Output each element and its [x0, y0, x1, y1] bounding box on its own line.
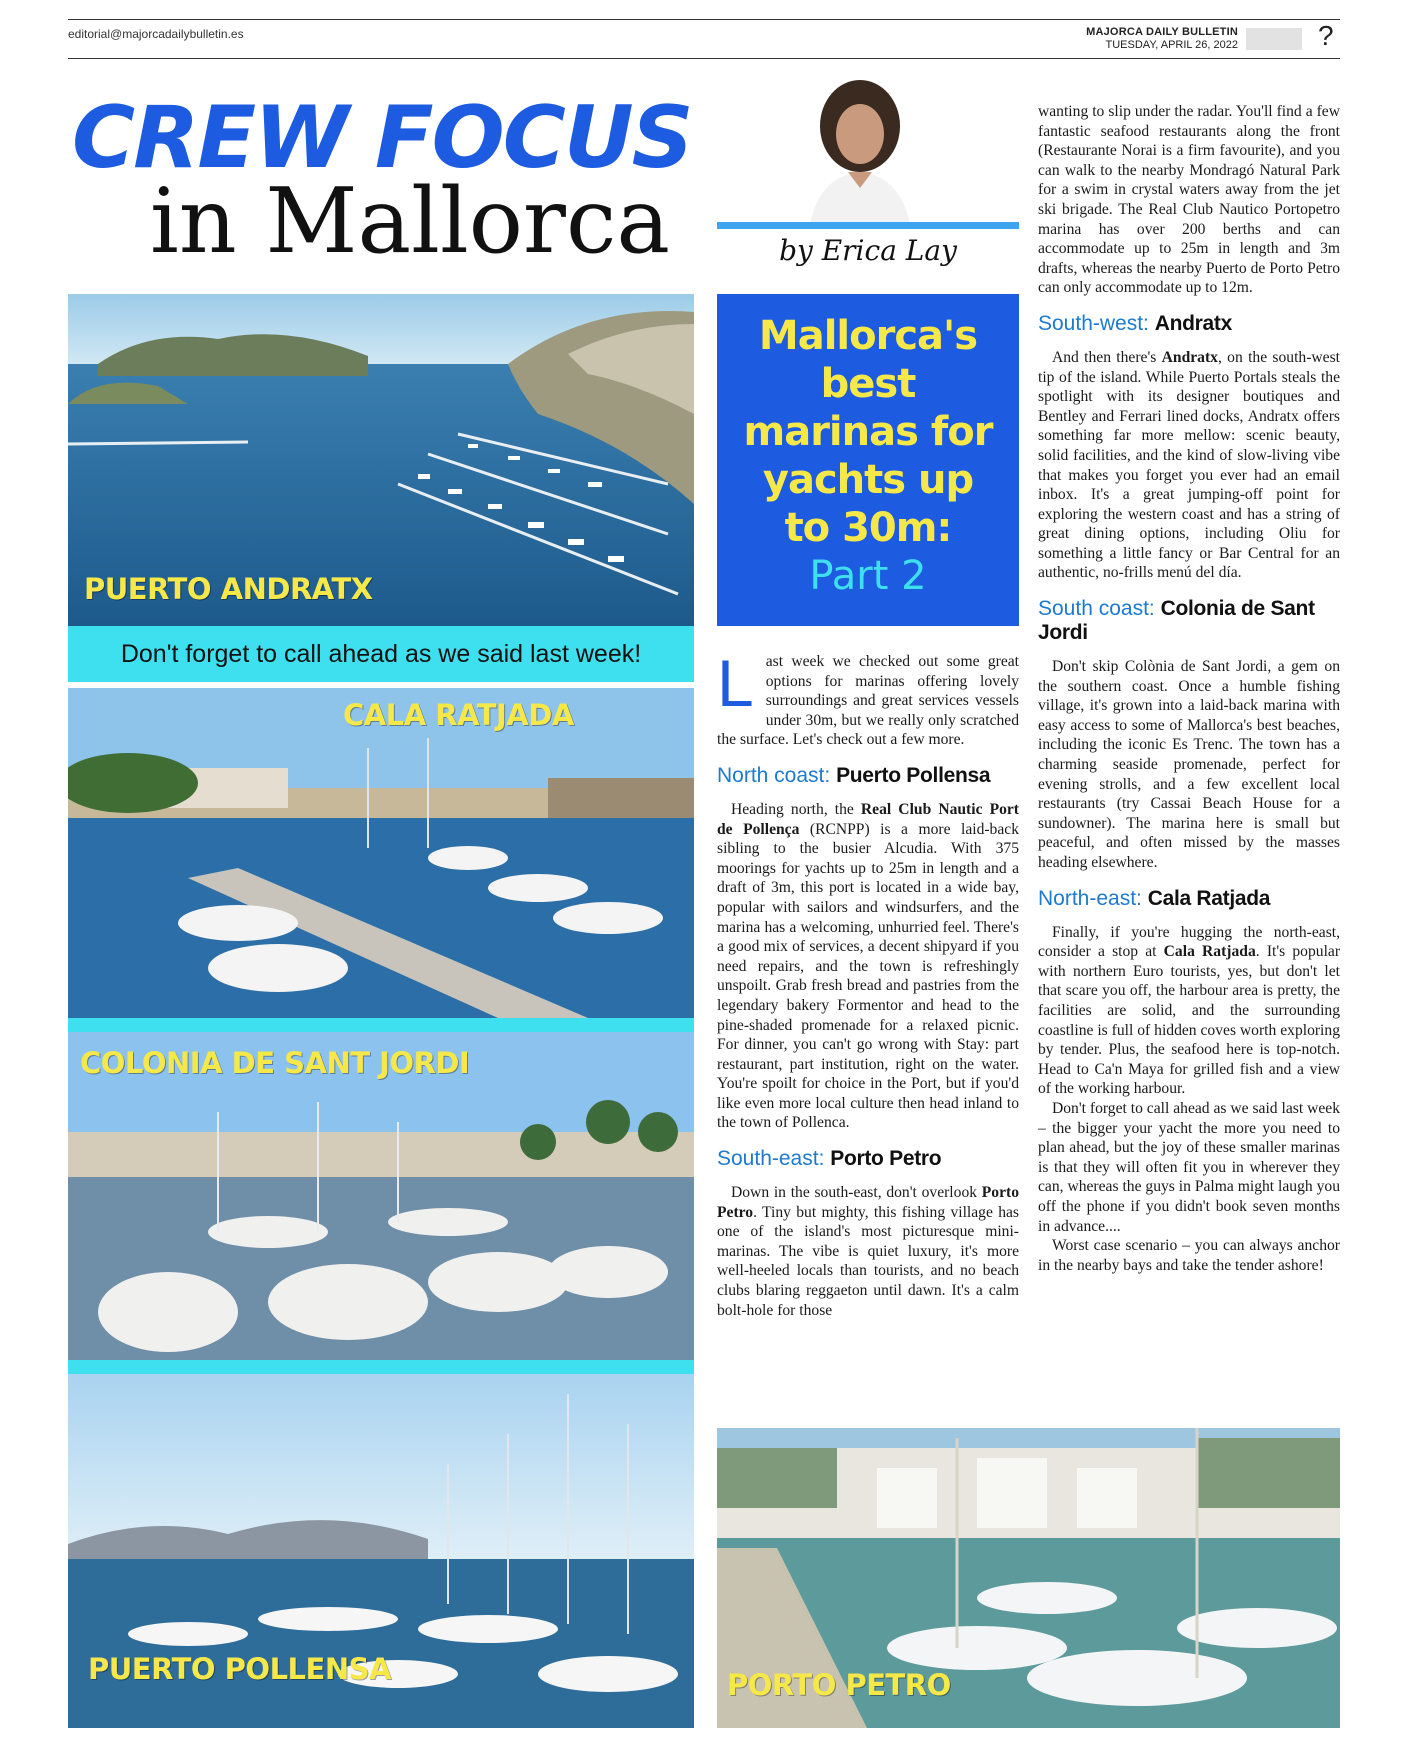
subhead-place: Colonia de Sant Jordi [1038, 597, 1315, 645]
bold-run: Real Club Nautic Port de Pollença [717, 800, 1020, 838]
byline-rule [717, 222, 1019, 229]
headline-line: to 30m: [784, 505, 952, 551]
subhead-region: South-east: [717, 1147, 825, 1171]
text-run: And then there's [1052, 348, 1162, 366]
photo-puerto-andratx [68, 294, 694, 626]
andratx-paragraph [1038, 348, 1340, 583]
bold-run: Andratx [1161, 348, 1218, 366]
section-title: CREW FOCUS [72, 88, 692, 188]
text-run: Heading north, the [731, 800, 861, 818]
subhead-region: North-east: [1038, 886, 1142, 910]
intro-text: ast week we checked out some great options for marinas offering lovely surroundings and great services vessels under 30m, but we really only scratched the surface. Let's check out a few more. [717, 653, 1019, 749]
subhead-sant-jordi [1038, 597, 1340, 645]
dropcap: L [717, 646, 754, 720]
subhead-cala-ratjada [1038, 887, 1340, 911]
callout-bar: Don't forget to call ahead as we said last week! [68, 626, 694, 682]
subhead-pollensa [717, 764, 1019, 788]
photo-label-puerto-pollensa: PUERTO POLLENSA [88, 1652, 391, 1686]
text-run: Down in the south-east, don't overlook [731, 1184, 982, 1202]
article-column-right [1038, 102, 1340, 1275]
photo-porto-petro [717, 1428, 1340, 1728]
cala-ratjada-paragraph [1038, 923, 1340, 1099]
porto-petro-paragraph [717, 1183, 1019, 1320]
text-run: . It's popular with northern Euro tourists, yes, but don't let that scare you off, the harbour area is pretty, the facilities are solid, and the surrounding coastline is full of hidden coves worth exploring by tender. Plus, the seafood here is top-notch. Head to Ca'n Maya for grilled fish and a view of the working harbour. [1038, 943, 1341, 1098]
text-run: Finally, if you're hugging the north-east, consider a stop at [1038, 923, 1340, 961]
photo-divider [68, 1360, 694, 1374]
header-email: editorial@majorcadailybulletin.es [68, 27, 244, 41]
headline-part: Part 2 [809, 553, 927, 599]
headline-box [717, 294, 1019, 626]
pollensa-paragraph [717, 800, 1019, 1133]
port-photo-art [68, 1032, 694, 1360]
photo-divider [68, 1018, 694, 1032]
subhead-place: Andratx [1154, 311, 1232, 335]
page-number: ? [1318, 20, 1334, 51]
porto-petro-continued: wanting to slip under the radar. You'll find a few fantastic seafood restaurants along the front (Restaurante Norai is a firm favourite), and you can walk to the nearby Mondragó Natural Park for a swim in crystal waters away from the jet ski brigade. The Real Club Nautico Portopetro marina has over 200 berths and can accommodate up to 25m in length and 3m drafts, whereas the nearby Puerto de Porto Petro can only accommodate up to 12m. [1038, 103, 1340, 297]
article-column-middle [717, 646, 1020, 1320]
photo-cala-ratjada [68, 688, 694, 1018]
text-run: , on the south-west tip of the island. While Puerto Portals steals the spotlight with its designer boutiques and Bentley and Ferrari lined docks, Andratx offers something far more mellow: scenic beauty, solid facilities, and the kind of slow-living vibe that makes you forget you ever had an email inbox. It's a great jumping-off point for exploring the western coast and has a string of great dining options, including Oliu for something a little fancy or Bar Central for an authentic, no-frills menú del día. [1038, 348, 1340, 582]
headline-line: Mallorca's [758, 313, 978, 359]
subhead-place: Puerto Pollensa [836, 763, 991, 787]
photo-label-colonia-de-sant-jordi: COLONIA DE SANT JORDI [80, 1046, 470, 1080]
photo-label-cala-ratjada: CALA RATJADA [343, 698, 574, 732]
sant-jordi-paragraph: Don't skip Colònia de Sant Jordi, a gem on the southern coast. Once a humble fishing village, it's grown into a laid-back marina with easy access to some of Mallorca's best beaches, including the iconic Es Trenc. The town has a charming seaside promenade, perfect for evening strolls, and a few excellent local restaurants (try Cassai Beach House for a sundowner). The marina here is small but peaceful, and often missed by the masses heading elsewhere. [1038, 658, 1340, 871]
bold-run: Porto Petro [717, 1184, 1019, 1221]
masthead [1060, 26, 1238, 52]
headline-line: marinas for [743, 409, 993, 455]
author-portrait-art [800, 76, 920, 224]
photo-label-puerto-andratx: PUERTO ANDRATX [84, 572, 373, 606]
headline-line: best [820, 361, 916, 407]
header-bottom-rule [68, 58, 1340, 59]
subhead-region: South-west: [1038, 311, 1149, 335]
subhead-region: North coast: [717, 763, 831, 787]
subhead-porto-petro [717, 1147, 1019, 1171]
bold-run: Cala Ratjada [1163, 943, 1256, 961]
paper-name: MAJORCA DAILY BULLETIN [1086, 26, 1238, 38]
byline: by Erica Lay [779, 234, 957, 267]
subhead-place: Porto Petro [830, 1147, 942, 1171]
header-top-rule [68, 19, 1340, 20]
section-subtitle: in Mallorca [150, 169, 671, 274]
text-run: (RCNPP) is a more laid-back sibling to the busier Alcudia. With 375 moorings for yachts up to 25m in length and a draft of 3m, this port is located in a wide bay, popular with sailors and windsurfers, and the marina has a welcoming, unhurried feel. There's a good mix of services, a decent shipyard if you need repairs, and the town is refreshingly unspoilt. Grab fresh bread and pastries from the legendary bakery Formentor and head to the pine-shaded promenade for a relaxed picnic. For dinner, you can't go wrong with Stay: part restaurant, part institution, right on the water. You're spoilt for choice in the Port, but if you'd like even more local culture then head inland to the town of Pollenca. [717, 820, 1019, 1132]
photo-label-porto-petro: PORTO PETRO [727, 1668, 951, 1702]
photo-puerto-pollensa [68, 1374, 694, 1728]
closing-paragraph: Don't forget to call ahead as we said last week – the bigger your yacht the more you need to plan ahead, but the joy of these smaller marinas is that they will often fit you in wherever they can, whereas the guys in Palma might laugh you off the phone if you didn't book seven months in advance.... [1038, 1099, 1340, 1235]
subhead-region: South coast: [1038, 597, 1155, 621]
text-run: . Tiny but mighty, this fishing village has one of the island's most picturesque mini-marinas. The vibe is quiet luxury, it's more well-heeled locals than tourists, and no beach clubs blaring reggaeton until dawn. It's a calm bolt-hole for those [717, 1203, 1019, 1319]
author-portrait [800, 76, 920, 224]
intro-paragraph [717, 646, 1019, 750]
headline-line: yachts up [762, 457, 974, 503]
photo-colonia-de-sant-jordi [68, 1032, 694, 1360]
issue-date: TUESDAY, APRIL 26, 2022 [1105, 39, 1238, 51]
closing-paragraph: Worst case scenario – you can always anchor in the nearby bays and take the tender ashore! [1038, 1237, 1340, 1274]
harbour-photo-art [68, 688, 694, 1018]
subhead-andratx [1038, 312, 1340, 336]
header-grey-box [1246, 28, 1302, 50]
subhead-place: Cala Ratjada [1147, 886, 1271, 910]
